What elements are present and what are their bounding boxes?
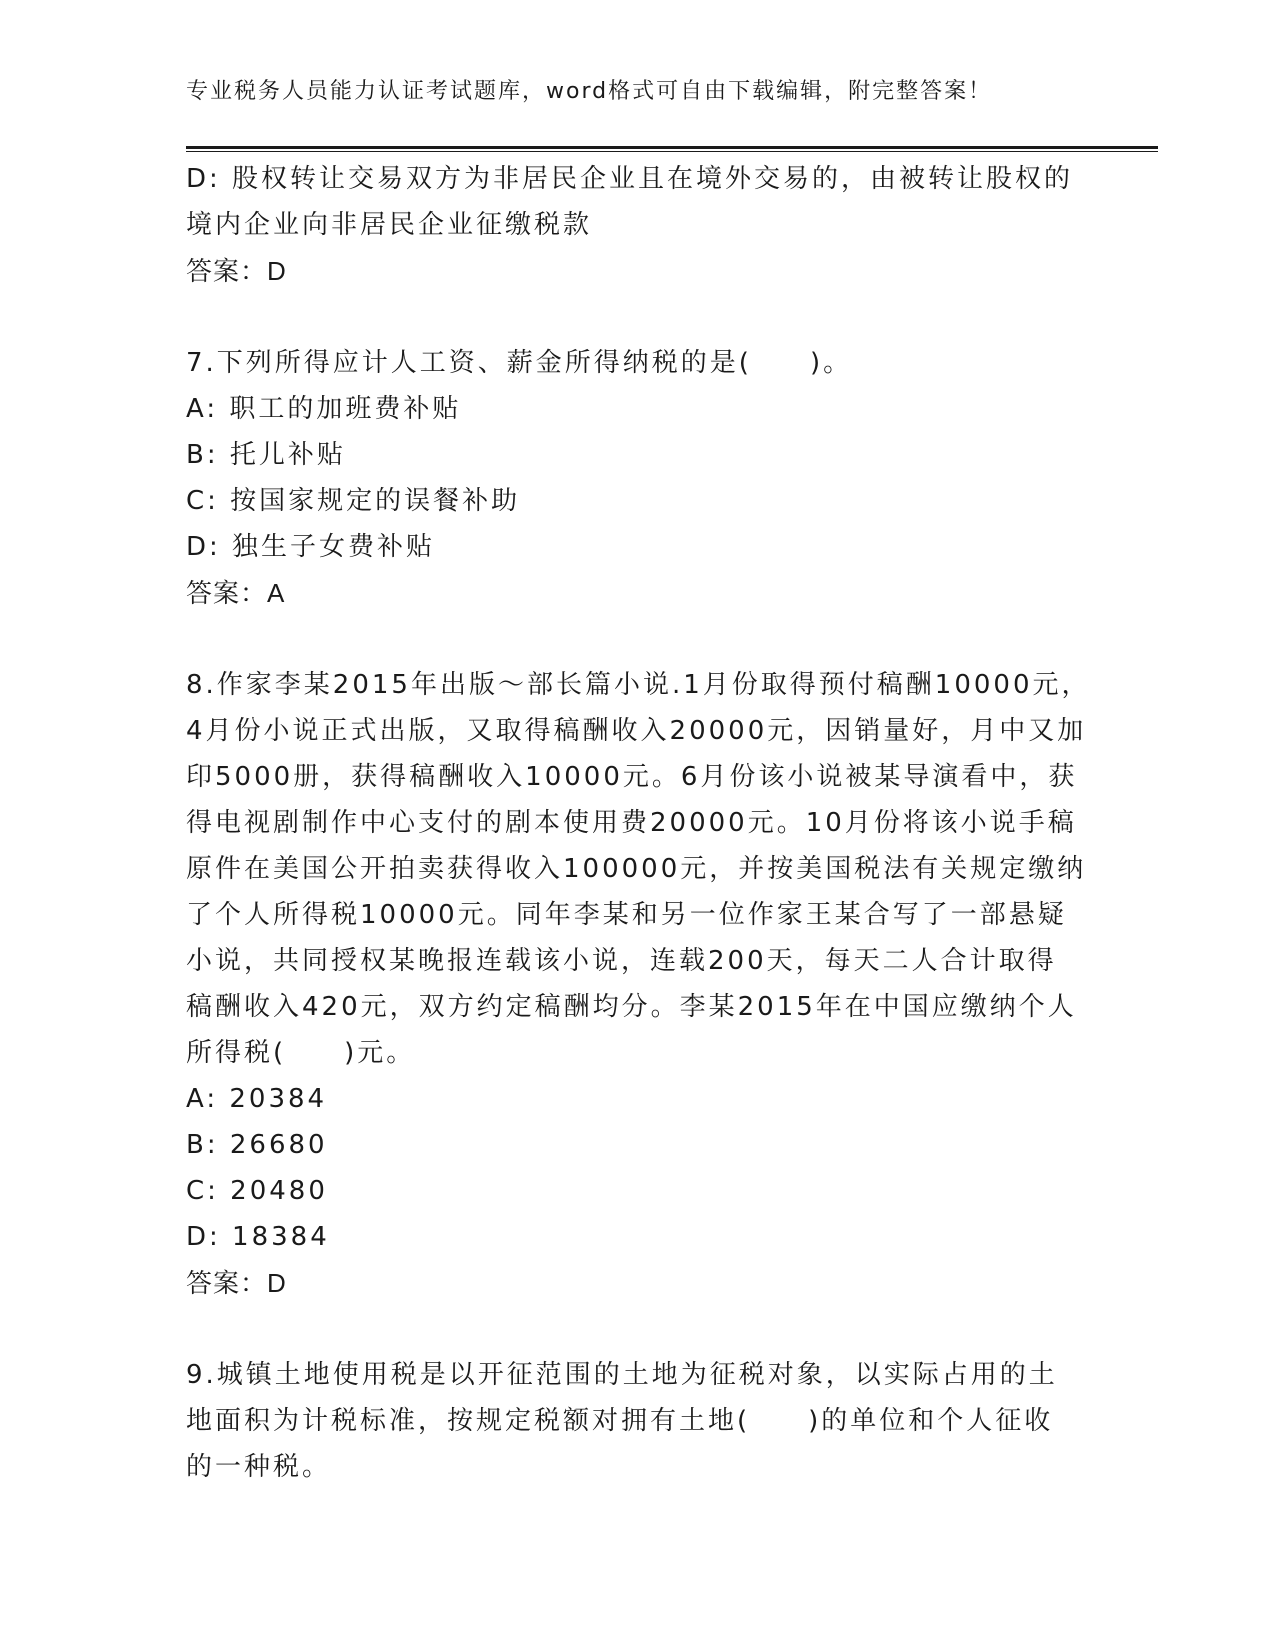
question-9 [186, 1352, 1086, 1490]
option-a: A: 20384 [186, 1084, 328, 1114]
option-a: A: 职工的加班费补贴 [186, 394, 462, 424]
header-divider-thin [186, 151, 1158, 152]
spacer [186, 1306, 1086, 1352]
question-stem-line: 稿酬收入420元，双方约定稿酬均分。李某2015年在中国应缴纳个人 [186, 992, 1077, 1022]
question-6-fragment [186, 156, 1086, 294]
question-7 [186, 340, 1086, 616]
option-c: C: 20480 [186, 1176, 328, 1206]
question-stem-line: 原件在美国公开拍卖获得收入100000元，并按美国税法有关规定缴纳 [186, 854, 1087, 884]
option-d: D: 独生子女费补贴 [186, 532, 436, 562]
option-d-line-2: 境内企业向非居民企业征缴税款 [186, 210, 593, 240]
option-d: D: 18384 [186, 1222, 330, 1252]
header-divider-thick [186, 146, 1158, 149]
question-8 [186, 662, 1091, 1306]
question-stem: 7.下列所得应计人工资、薪金所得纳税的是( )。 [186, 348, 853, 378]
question-stem-line: 印5000册，获得稿酬收入10000元。6月份该小说被某导演看中，获 [186, 762, 1078, 792]
document-content [186, 156, 1091, 1490]
question-stem-line: 所得税( )元。 [186, 1038, 416, 1068]
answer-label: 答案：A [186, 578, 286, 608]
question-stem-line: 了个人所得税10000元。同年李某和另一位作家王某合写了一部悬疑 [186, 900, 1067, 930]
page-header: 专业税务人员能力认证考试题库，word格式可自由下载编辑，附完整答案！ [186, 79, 993, 104]
option-b: B: 托儿补贴 [186, 440, 346, 470]
option-b: B: 26680 [186, 1130, 328, 1160]
question-stem-line: 的一种税。 [186, 1452, 332, 1482]
question-stem-line: 地面积为计税标准，按规定税额对拥有土地( )的单位和个人征收 [186, 1406, 1054, 1436]
option-c: C: 按国家规定的误餐补助 [186, 486, 521, 516]
question-stem-line: 8.作家李某2015年出版～部长篇小说.1月份取得预付稿酬10000元， [186, 670, 1091, 700]
question-stem-line: 得电视剧制作中心支付的剧本使用费20000元。10月份将该小说手稿 [186, 808, 1077, 838]
question-stem-line: 4月份小说正式出版，又取得稿酬收入20000元，因销量好，月中又加 [186, 716, 1087, 746]
question-stem-line: 小说，共同授权某晚报连载该小说，连载200天，每天二人合计取得 [186, 946, 1057, 976]
answer-label: 答案：D [186, 256, 287, 286]
option-d-line-1: D: 股权转让交易双方为非居民企业且在境外交易的，由被转让股权的 [186, 164, 1074, 194]
question-stem-line: 9.城镇土地使用税是以开征范围的土地为征税对象，以实际占用的土 [186, 1360, 1058, 1390]
spacer [186, 616, 1086, 662]
answer-label: 答案：D [186, 1268, 287, 1298]
spacer [186, 294, 1086, 340]
